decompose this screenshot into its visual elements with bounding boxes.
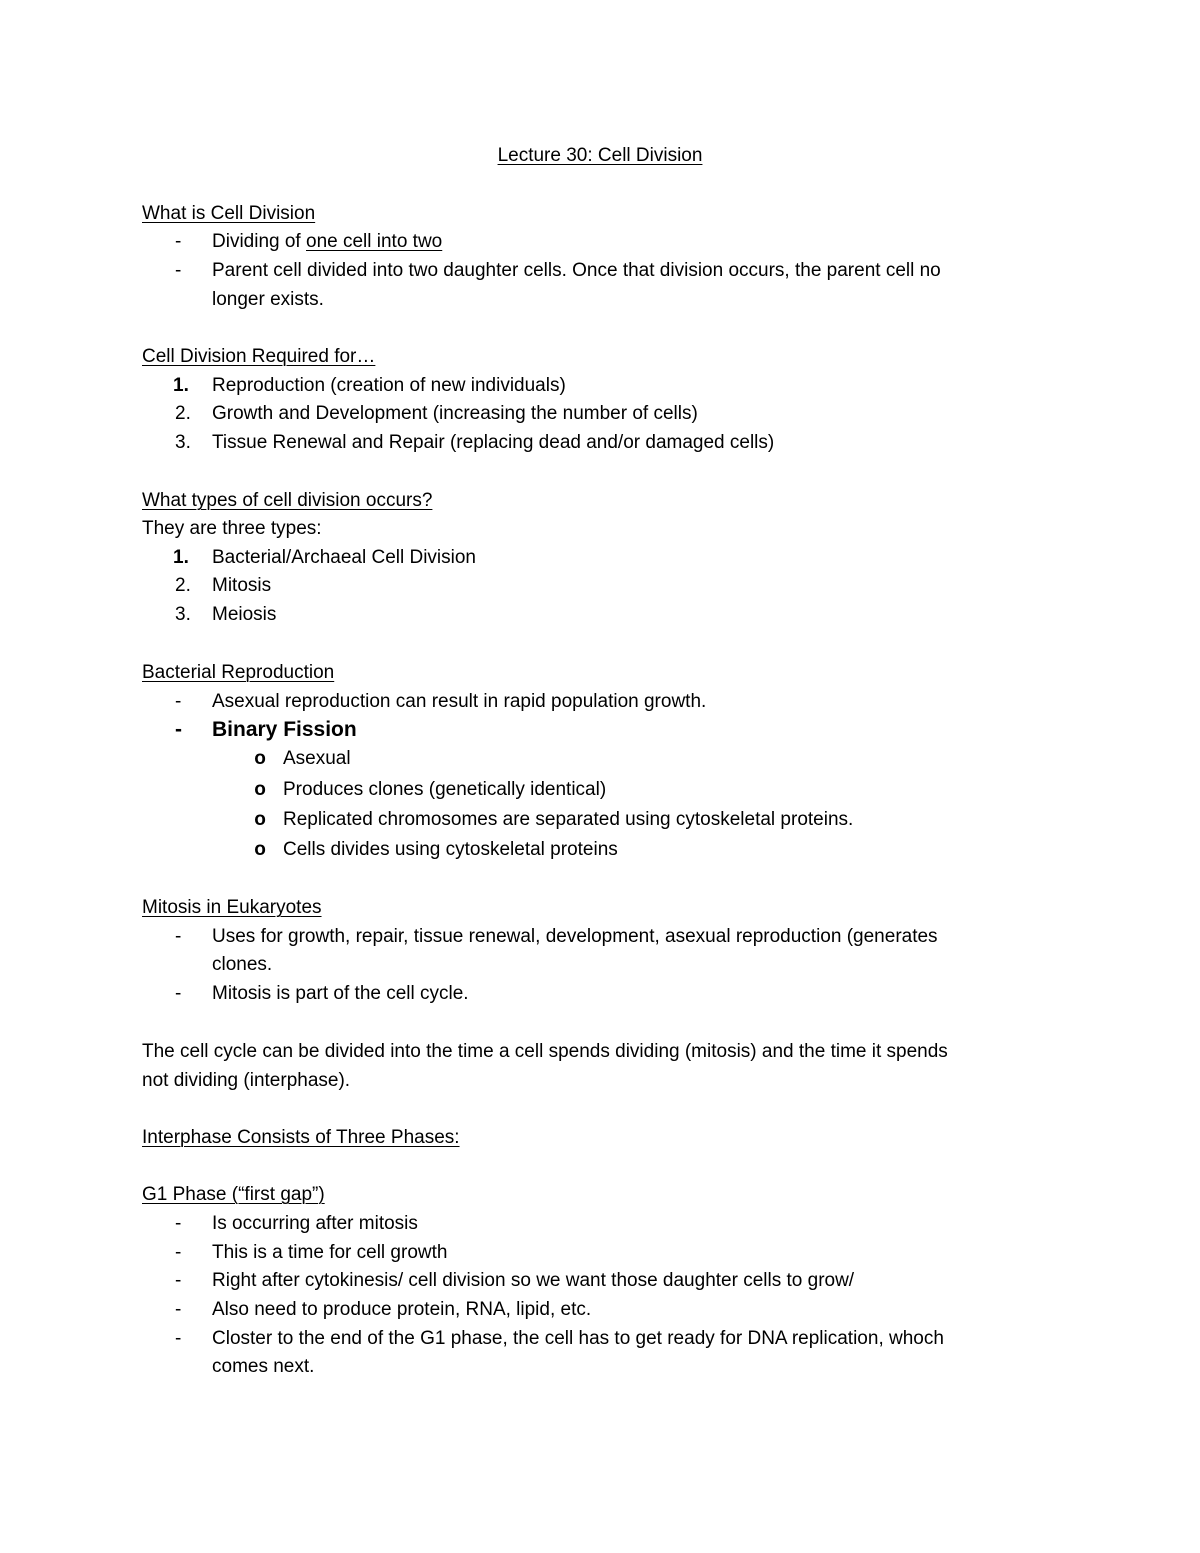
- list-item: Mitosis is part of the cell cycle.: [212, 983, 469, 1004]
- bullet-marker: o: [254, 809, 266, 830]
- list-item-continuation: comes next.: [212, 1356, 315, 1377]
- bullet-marker: o: [254, 839, 266, 860]
- list-item: Reproduction (creation of new individuals): [212, 375, 566, 396]
- section-heading-interphase: Interphase Consists of Three Phases:: [142, 1127, 460, 1148]
- section-heading-cell-division-required: Cell Division Required for…: [142, 346, 376, 367]
- section-heading-bacterial-reproduction: Bacterial Reproduction: [142, 662, 335, 683]
- dash-marker: -: [175, 926, 182, 947]
- list-item: Parent cell divided into two daughter cells. Once that division occurs, the parent cell no: [212, 260, 941, 281]
- list-item: Right after cytokinesis/ cell division so we want those daughter cells to grow/: [212, 1270, 855, 1291]
- list-item-continuation: clones.: [212, 954, 273, 975]
- list-number: 3.: [175, 432, 191, 453]
- list-item-continuation: longer exists.: [212, 289, 324, 310]
- section-heading-mitosis-in-eukaryotes: Mitosis in Eukaryotes: [142, 897, 322, 918]
- paragraph-line: not dividing (interphase).: [142, 1070, 351, 1091]
- list-item: Growth and Development (increasing the number of cells): [212, 403, 698, 424]
- list-number: 1.: [173, 375, 189, 396]
- list-item: Is occurring after mitosis: [212, 1213, 418, 1234]
- list-item: Bacterial/Archaeal Cell Division: [212, 547, 476, 568]
- dash-marker: -: [175, 718, 182, 741]
- list-item: Asexual reproduction can result in rapid population growth.: [212, 691, 707, 712]
- list-item-binary-fission: Binary Fission: [212, 718, 357, 741]
- dash-marker: -: [175, 1328, 182, 1349]
- intro-text: They are three types:: [142, 518, 322, 539]
- sub-list-item: Replicated chromosomes are separated using cytoskeletal proteins.: [283, 809, 854, 830]
- dash-marker: -: [175, 260, 182, 281]
- sub-list-item: Produces clones (genetically identical): [283, 779, 607, 800]
- list-item: Tissue Renewal and Repair (replacing dead and/or damaged cells): [212, 432, 775, 453]
- dash-marker: -: [175, 691, 182, 712]
- sub-list-item: Asexual: [283, 748, 351, 769]
- list-item: Mitosis: [212, 575, 272, 596]
- dash-marker: -: [175, 1270, 182, 1291]
- list-item: Meiosis: [212, 604, 277, 625]
- paragraph-line: The cell cycle can be divided into the time a cell spends dividing (mitosis) and the time it spends: [142, 1041, 948, 1062]
- dash-marker: -: [175, 231, 182, 252]
- list-number: 3.: [175, 604, 191, 625]
- section-heading-what-is-cell-division: What is Cell Division: [142, 203, 316, 224]
- list-item: Closter to the end of the G1 phase, the cell has to get ready for DNA replication, whoch: [212, 1328, 944, 1349]
- list-number: 1.: [173, 547, 189, 568]
- dash-marker: -: [175, 1299, 182, 1320]
- bullet-marker: o: [254, 779, 266, 800]
- section-heading-types-of-cell-division: What types of cell division occurs?: [142, 490, 433, 511]
- list-number: 2.: [175, 575, 191, 596]
- dash-marker: -: [175, 1242, 182, 1263]
- list-item: Uses for growth, repair, tissue renewal, development, asexual reproduction (generates: [212, 926, 938, 947]
- list-number: 2.: [175, 403, 191, 424]
- sub-list-item: Cells divides using cytoskeletal proteins: [283, 839, 618, 860]
- dash-marker: -: [175, 1213, 182, 1234]
- page-title: Lecture 30: Cell Division: [497, 145, 703, 166]
- list-item: Also need to produce protein, RNA, lipid, etc.: [212, 1299, 592, 1320]
- list-item: Dividing of one cell into two: [212, 231, 443, 252]
- bullet-marker: o: [254, 748, 266, 769]
- list-item: This is a time for cell growth: [212, 1242, 448, 1263]
- dash-marker: -: [175, 983, 182, 1004]
- underlined-phrase: one cell into two: [306, 231, 443, 252]
- section-heading-g1-phase: G1 Phase (“first gap”): [142, 1184, 325, 1205]
